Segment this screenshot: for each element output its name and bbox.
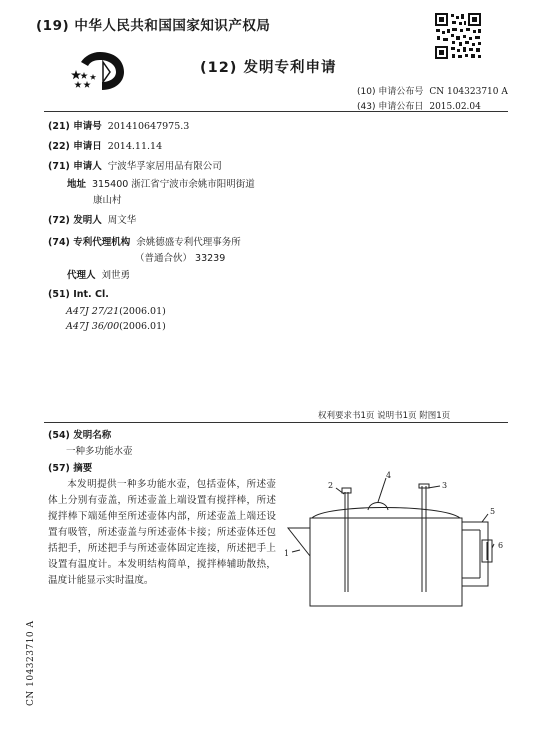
agency-row [48,234,241,248]
publication-number-row [357,84,508,97]
applicant-row [48,158,222,172]
header-divider [44,111,508,112]
document-type: (12) 发明专利申请 [200,60,337,76]
filing-date-value: 2014.11.14 [107,141,163,152]
publication-date-label: (43) 申请公布日 [357,102,424,112]
ipc-class-2-code: A47J 36/00 [66,321,120,332]
kettle-body [310,518,462,606]
agent-label: 代理人 [67,270,96,281]
agent-value: 刘世勇 [101,270,131,281]
publication-date-value: 2015.02.04 [429,102,481,112]
figure-label-5: 5 [490,507,496,516]
inventor-row [48,212,136,226]
figure-label-2: 2 [328,481,334,490]
abstract-divider [44,422,508,423]
ipc-class-1-year: (2006.01) [119,306,166,317]
figure-label-3: 3 [442,481,448,490]
office-name: (19) 中华人民共和国国家知识产权局 [36,18,271,34]
application-number-value: 201410647975.3 [107,121,190,132]
kettle-handle [462,522,488,586]
address-line-2: 康山村 [93,195,122,206]
title-label [48,427,111,441]
ipc-class-2 [66,321,166,332]
address-label: 地址 [67,179,87,190]
patent-office-logo [70,48,130,92]
address-line-1: 315400 浙江省宁波市余姚市阳明街道 [92,179,255,190]
page-counts: 权利要求书1页 说明书1页 附图1页 [318,411,451,421]
publication-number-label: (10) 申请公布号 [357,87,424,97]
ipc-label-text: (51) Int. Cl. [48,289,109,300]
abstract-text: 本发明提供一种多功能水壶，包括壶体，所述壶体上分别有壶盖，所述壶盖上端设置有搅拌棒，所述搅拌棒下端延伸至所述壶体内部，所述壶盖上端还设置有吸管，所述壶盖与所述壶体卡接；所述壶体还包括把手，所述把手与所述壶体固定连接，所述把手上设置有温度计。本发明结构简单，搅拌棒辅助散热，温度计能显示实时温度。 [48,479,276,586]
kettle-spout [288,528,310,556]
figure-label-1: 1 [284,549,290,558]
kettle-lid [312,508,460,519]
agent-row [67,267,130,281]
qr-code-icon [434,12,482,60]
agency-label: (74) 专利代理机构 [48,237,131,248]
filing-date-label: (22) 申请日 [48,141,102,152]
agency-line-2: （普通合伙） 33239 [135,253,226,264]
abstract-label [48,460,92,474]
ipc-class-2-year: (2006.01) [119,321,166,332]
inventor-value: 周文华 [107,215,137,226]
lid-knob [368,503,388,511]
ipc-class-1 [66,306,166,317]
application-number-row [48,118,189,132]
filing-date-row [48,138,162,152]
title-label-text: (54) 发明名称 [48,430,112,441]
ipc-class-1-code: A47J 27/21 [66,306,120,317]
figure-label-4: 4 [386,471,392,480]
abstract-body [48,477,276,589]
publication-number-value: CN 104323710 A [429,87,508,97]
ipc-label [48,289,109,300]
figure-label-6: 6 [498,541,504,550]
application-number-label: (21) 申请号 [48,121,102,132]
kettle-figure [282,470,512,610]
vertical-publication-number: CN 104323710 A [26,620,36,706]
inventor-label: (72) 发明人 [48,215,102,226]
invention-title: 一种多功能水壶 [66,446,133,457]
applicant-value: 宁波华孚家居用品有限公司 [107,161,222,172]
abstract-label-text: (57) 摘要 [48,463,93,474]
agency-line-1: 余姚德盛专利代理事务所 [136,237,241,248]
applicant-label: (71) 申请人 [48,161,102,172]
address-row [67,176,255,190]
